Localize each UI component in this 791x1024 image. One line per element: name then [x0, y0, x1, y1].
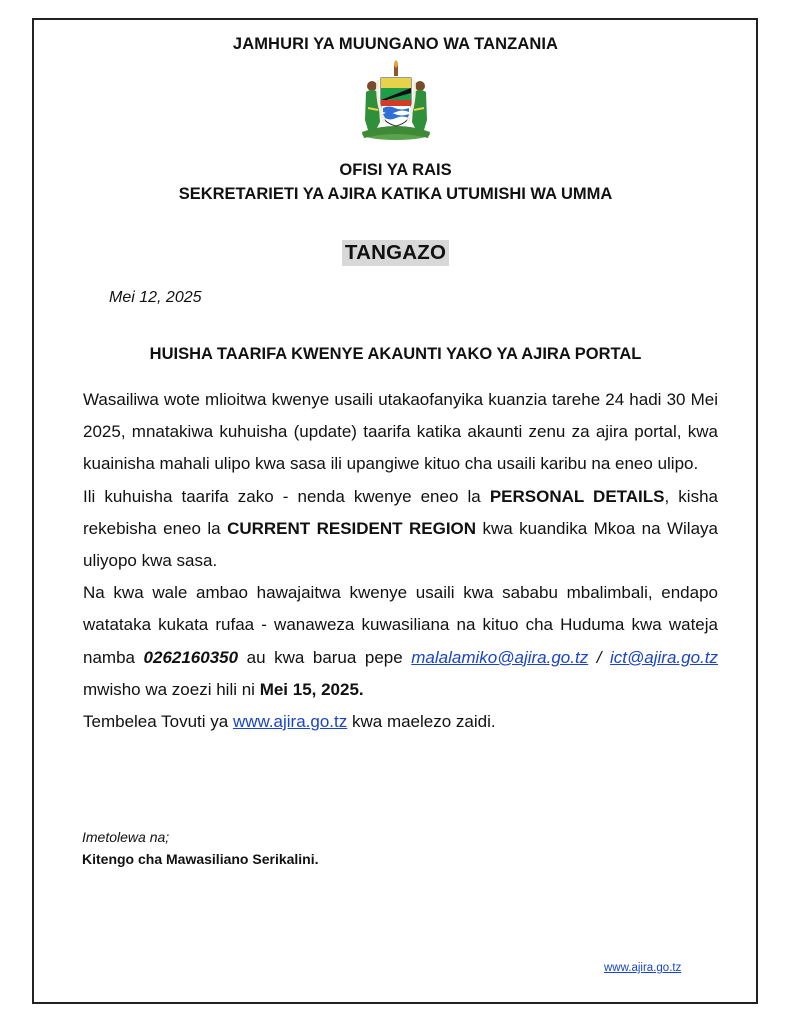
- office-heading: [0, 158, 791, 206]
- signature-block: [82, 826, 319, 870]
- country-heading: JAMHURI YA MUUNGANO WA TANZANIA: [232, 35, 559, 53]
- paragraph-2-text-e: kwa kuandika Mkoa na Wilaya uliyopo kwa sasa.: [83, 518, 718, 571]
- paragraph-3-text-b: au kwa barua pepe: [238, 647, 412, 667]
- issued-by-label: Imetolewa na;: [82, 829, 170, 845]
- personal-details-term: PERSONAL DETAILS: [489, 486, 665, 506]
- paragraph-4-text-a: Tembelea Tovuti ya: [83, 712, 233, 732]
- footer-website-link[interactable]: www.ajira.go.tz: [604, 962, 682, 974]
- phone-number: 0262160350: [143, 647, 239, 667]
- paragraph-4-text-b: kwa maelezo zaidi.: [347, 712, 496, 732]
- paragraph-4: [83, 706, 718, 738]
- notice-body: [83, 384, 718, 738]
- notice-title-wrap: [0, 240, 791, 266]
- paragraph-3: [83, 577, 718, 706]
- paragraph-2-text-a: Ili kuhuisha taarifa zako - nenda kwenye eneo la: [83, 486, 490, 506]
- paragraph-3-text-a: Na kwa wale ambao hawajaitwa kwenye usaili kwa sababu mbalimbali, endapo watataka kukata rufaa - wanaweza kuwasiliana na kituo cha Huduma kwa wateja namba: [83, 583, 718, 667]
- issuing-unit: Kitengo cha Mawasiliano Serikalini.: [82, 851, 319, 867]
- current-resident-region-term: CURRENT RESIDENT REGION: [227, 518, 477, 538]
- notice-subject: HUISHA TAARIFA KWENYE AKAUNTI YAKO YA AJIRA PORTAL: [149, 345, 642, 363]
- paragraph-1: Wasailiwa wote mlioitwa kwenye usaili utakaofanyika kuanzia tarehe 24 hadi 30 Mei 2025, mnatakiwa kuhuisha (update) taarifa katika akaunti zenu za ajira portal, kwa kuainisha mahali ulipo kwa sasa ili upangiwe kituo cha usaili karibu na eneo ulipo.: [83, 390, 718, 474]
- paragraph-3-text-d: mwisho wa zoezi hili ni: [83, 679, 260, 699]
- email-separator: /: [588, 647, 611, 667]
- website-link[interactable]: www.ajira.go.tz: [232, 712, 348, 732]
- coat-of-arms-icon: [356, 60, 436, 142]
- notice-date: Mei 12, 2025: [109, 289, 202, 306]
- paragraph-2: [83, 481, 718, 578]
- office-line-2: SEKRETARIETI YA AJIRA KATIKA UTUMISHI WA UMMA: [178, 185, 613, 203]
- deadline-date: Mei 15, 2025.: [259, 679, 364, 699]
- notice-title: TANGAZO: [342, 240, 449, 266]
- office-line-1: OFISI YA RAIS: [339, 161, 452, 179]
- email-link-ict[interactable]: ict@ajira.go.tz: [610, 647, 718, 667]
- email-link-malalamiko[interactable]: malalamiko@ajira.go.tz: [411, 647, 589, 667]
- paragraph-2-text-c: , kisha rekebisha eneo la: [83, 486, 718, 538]
